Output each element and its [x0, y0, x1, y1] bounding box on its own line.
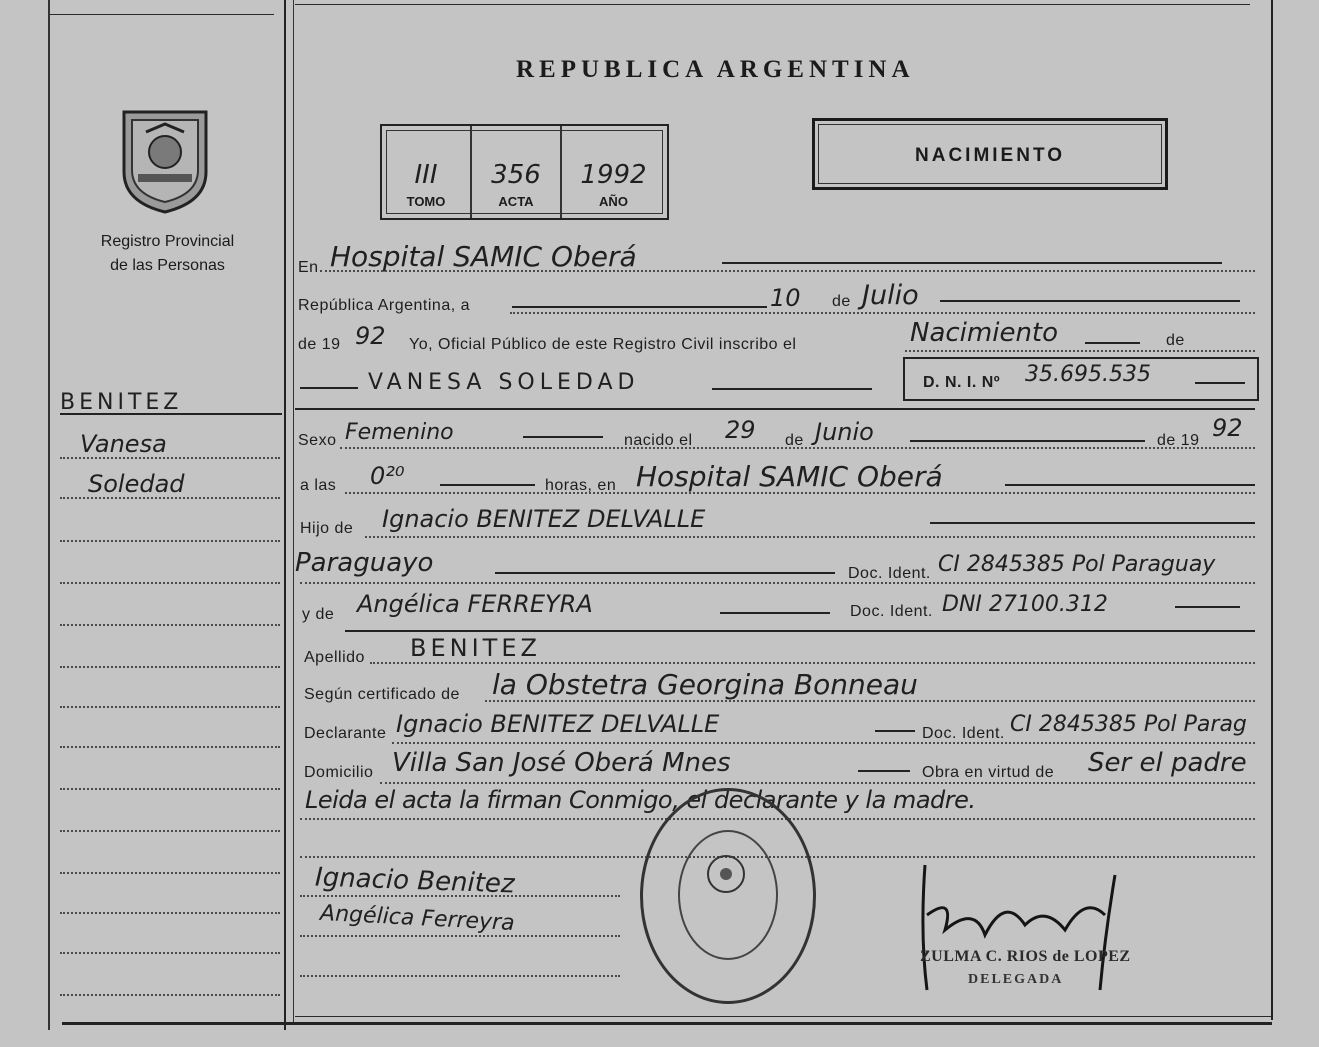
domicilio-dotline: [380, 782, 1255, 784]
declarante-dash: [875, 730, 915, 732]
mother-dash: [720, 612, 830, 614]
section-rule: [295, 408, 1255, 410]
name-dash: [300, 387, 358, 389]
en-label: En: [298, 259, 319, 276]
sexo-dotline: [340, 447, 1255, 449]
obra-value: Ser el padre: [1088, 748, 1247, 778]
time-dash: [440, 484, 535, 486]
mother-doc: DNI 27100.312: [942, 592, 1108, 617]
horas-label: horas, en: [545, 477, 617, 494]
father-doc: CI 2845385 Pol Paraguay: [938, 552, 1216, 577]
apellido-dotline: [370, 662, 1255, 664]
apellido-label: Apellido: [304, 649, 365, 666]
sexo-dash: [523, 436, 603, 438]
dni-label: D. N. I. Nº: [923, 374, 1001, 391]
sidebar-dotline: [60, 706, 280, 708]
sig-dotline: [300, 975, 620, 977]
bottom-rule-2: [295, 1016, 1271, 1017]
sidebar-dotline: [60, 457, 280, 459]
sidebar-first-name: Vanesa: [80, 430, 167, 458]
bottom-rule: [62, 1022, 1272, 1025]
obra-label: Obra en virtud de: [922, 764, 1055, 781]
month-value: Julio: [862, 280, 919, 311]
tomo-label: TOMO: [406, 194, 446, 209]
yo-text: Yo, Oficial Público de este Registro Civil inscribo el: [409, 336, 797, 353]
inscribo-value: Nacimiento: [910, 318, 1059, 348]
anio-label: AÑO: [599, 194, 628, 209]
y-de-label: y de: [302, 606, 335, 623]
registry-line1: Registro Provincial: [100, 233, 235, 250]
place-dash: [1005, 484, 1255, 486]
year-suffix: 92: [355, 322, 386, 350]
sig-dotline: [300, 935, 620, 937]
sidebar-surname-rule: [60, 413, 282, 415]
anio-cell: [562, 126, 665, 218]
horas-dotline: [345, 492, 1255, 494]
registry-line2: de las Personas: [110, 257, 225, 274]
sidebar-dotline: [60, 952, 280, 954]
en-value: Hospital SAMIC Oberá: [330, 240, 637, 273]
hijo-label: Hijo de: [300, 520, 354, 537]
mother-rule: [345, 630, 1255, 632]
birth-month-dash: [910, 440, 1145, 442]
left-border: [48, 0, 50, 1030]
sexo-value: Femenino: [345, 420, 454, 445]
declarante-value: Ignacio BENITEZ DELVALLE: [396, 710, 720, 738]
de19-label: de 19: [1157, 432, 1200, 449]
act-type-label: NACIMIENTO: [915, 145, 1065, 166]
year-prefix: de 19: [298, 336, 341, 353]
seal-emblem-icon: [704, 852, 748, 896]
doc-ident-label: Doc. Ident.: [848, 565, 931, 582]
domicilio-label: Domicilio: [304, 764, 374, 781]
sidebar-dotline: [60, 746, 280, 748]
nationality-dotline: [300, 582, 1255, 584]
en-dash: [722, 262, 1222, 264]
father-name: Ignacio BENITEZ DELVALLE: [382, 505, 706, 533]
declarante-dotline: [392, 742, 1255, 744]
declarante-label: Declarante: [304, 725, 387, 742]
tomo-cell: [382, 126, 472, 218]
doc-ident-label2: Doc. Ident.: [850, 603, 933, 620]
father-dash: [930, 522, 1255, 524]
birth-year-suffix: 92: [1212, 414, 1243, 442]
date-dash: [512, 306, 767, 308]
anio-value: 1992: [580, 160, 647, 190]
sidebar-dotline: [60, 830, 280, 832]
child-name: VANESA SOLEDAD: [368, 370, 640, 395]
father-nationality: Paraguayo: [295, 548, 434, 578]
certificado-label: Según certificado de: [304, 686, 460, 703]
acta-cell: [472, 126, 562, 218]
tomo-acta-anio-box: [380, 124, 669, 220]
sidebar-dotline: [60, 540, 280, 542]
leida-text: Leida el acta la firman Conmigo, el declarante y la madre.: [305, 786, 976, 814]
official-stamp-name: ZULMA C. RIOS de LOPEZ: [920, 948, 1131, 965]
tomo-value: III: [414, 160, 438, 190]
sidebar-surname: BENITEZ: [60, 390, 183, 415]
domicilio-dash: [858, 770, 910, 772]
domicilio-value: Villa San José Oberá Mnes: [392, 748, 731, 778]
official-stamp-title: DELEGADA: [968, 972, 1064, 987]
sidebar-dotline: [60, 497, 280, 499]
sexo-label: Sexo: [298, 432, 337, 449]
act-type-box: [812, 118, 1168, 190]
birth-month: Junio: [815, 418, 874, 446]
mother-name: Angélica FERREYRA: [357, 590, 593, 618]
sidebar-dotline: [60, 666, 280, 668]
birth-day: 29: [725, 416, 756, 444]
sidebar-dotline: [60, 788, 280, 790]
certificado-dotline: [485, 700, 1255, 702]
mother-signature: Angélica Ferreyra: [319, 900, 516, 937]
a-las-label: a las: [300, 477, 337, 494]
nationality-dash: [495, 572, 835, 574]
inner-divider: [293, 0, 294, 1025]
nacido-label: nacido el: [624, 432, 693, 449]
dni-value: 35.695.535: [1025, 362, 1151, 387]
column-divider: [284, 0, 286, 1030]
provincial-emblem-icon: [116, 102, 214, 214]
acta-label: ACTA: [498, 194, 534, 209]
de-label3: de: [785, 432, 804, 449]
declarante-doc: CI 2845385 Pol Parag: [1010, 712, 1247, 737]
sidebar-dotline: [60, 872, 280, 874]
republica-dotline: [510, 312, 1255, 314]
hijo-dotline: [365, 536, 1255, 538]
certificado-value: la Obstetra Georgina Bonneau: [492, 668, 918, 701]
name-dash2: [712, 388, 872, 390]
country-title: REPUBLICA ARGENTINA: [516, 56, 915, 83]
sidebar-middle-name: Soledad: [88, 470, 185, 498]
day-value: 10: [770, 284, 801, 312]
registry-name: [60, 230, 275, 278]
sidebar-dotline: [60, 912, 280, 914]
inscribo-dotline: [905, 350, 1255, 352]
inscribo-dash: [1085, 342, 1140, 344]
republica-label: República Argentina, a: [298, 297, 470, 314]
mother-doc-dash: [1175, 606, 1240, 608]
sidebar-dotline: [60, 994, 280, 996]
sidebar-dotline: [60, 624, 280, 626]
right-border: [1271, 0, 1273, 1020]
apellido-value: BENITEZ: [410, 634, 541, 662]
father-signature: Ignacio Benitez: [314, 862, 516, 900]
sig-dotline: [300, 895, 620, 897]
birth-time: 0²⁰: [370, 462, 405, 490]
de-label: de: [832, 293, 851, 310]
en-dotline: [320, 270, 1255, 272]
acta-value: 356: [491, 160, 541, 190]
month-dash: [940, 300, 1240, 302]
doc-ident-label3: Doc. Ident.: [922, 725, 1005, 742]
sidebar-dotline: [60, 582, 280, 584]
top-rule-left: [50, 14, 274, 15]
top-rule-right: [295, 4, 1250, 5]
de-label2: de: [1166, 332, 1185, 349]
birth-place: Hospital SAMIC Oberá: [636, 460, 943, 493]
dni-dash: [1195, 382, 1245, 384]
